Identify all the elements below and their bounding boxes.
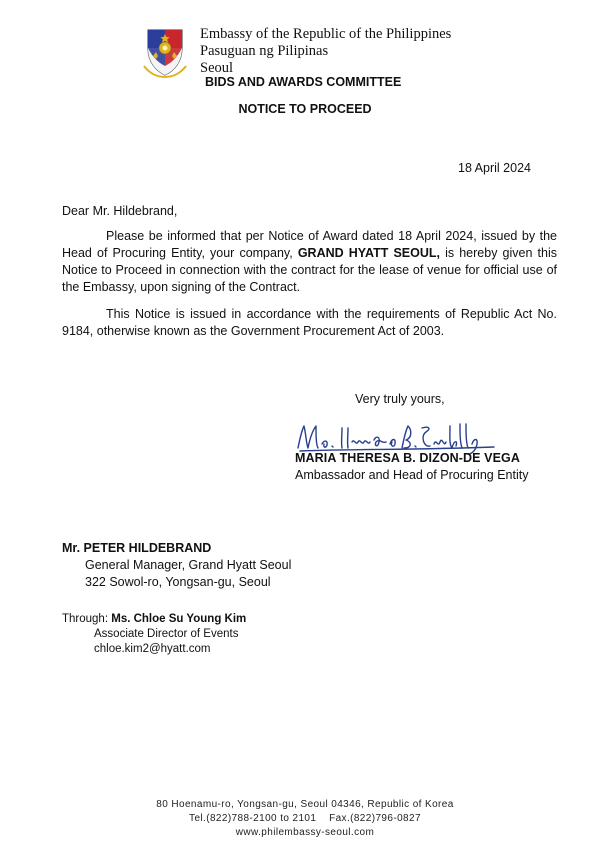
addressee-name: Mr. PETER HILDEBRAND xyxy=(62,541,212,555)
embassy-name: Embassy of the Republic of the Philippines xyxy=(200,26,452,42)
footer-phones: Tel.(822)788-2100 to 2101 Fax.(822)796-0827 xyxy=(189,813,421,824)
addressee-address: 322 Sowol-ro, Yongsan-gu, Seoul xyxy=(85,575,271,589)
embassy-name-filipino: Pasuguan ng Pilipinas xyxy=(200,43,329,59)
complimentary-closing: Very truly yours, xyxy=(355,392,445,406)
embassy-letterhead xyxy=(200,26,451,77)
paragraph-notice-text-end: is hereby given this Notice to Proceed in connection with the contract for the lease of venue for official use of the Embassy, upon signing of the Contract. xyxy=(62,246,557,294)
letter-date: 18 April 2024 xyxy=(458,161,531,175)
signatory-title: Ambassador and Head of Procuring Entity xyxy=(295,468,529,482)
philippine-seal-icon xyxy=(140,26,190,78)
through-label: Through: xyxy=(62,613,112,625)
paragraph-legal-basis xyxy=(62,306,557,340)
paragraph-notice-text-start: Please be informed that per Notice of Award dated 18 April 2024, issued by the Head of Procuring Entity, your company, xyxy=(62,229,557,260)
signatory-name: MARIA THERESA B. DIZON-DE VEGA xyxy=(295,451,520,465)
paragraph-legal-basis-text: This Notice is issued in accordance with the requirements of Republic Act No. 9184, otherwise known as the Government Procurement Act of 2003. xyxy=(62,307,557,338)
embassy-city: Seoul xyxy=(200,60,234,76)
through-name: Ms. Chloe Su Young Kim xyxy=(111,613,247,625)
document-title: NOTICE TO PROCEED xyxy=(238,102,372,116)
paragraph-notice xyxy=(62,228,557,296)
addressee-block xyxy=(62,540,291,591)
letter-footer xyxy=(0,798,610,840)
addressee-position: General Manager, Grand Hyatt Seoul xyxy=(85,558,292,572)
through-position: Associate Director of Events xyxy=(94,628,239,640)
committee-name: BIDS AND AWARDS COMMITTEE xyxy=(205,75,402,89)
company-name: GRAND HYATT SEOUL, xyxy=(297,246,440,260)
signatory-block xyxy=(295,450,528,484)
footer-address: 80 Hoenamu-ro, Yongsan-gu, Seoul 04346, Republic of Korea xyxy=(156,799,454,810)
through-block xyxy=(62,612,246,657)
salutation: Dear Mr. Hildebrand, xyxy=(62,204,178,218)
through-email: chloe.kim2@hyatt.com xyxy=(94,643,211,655)
footer-website: www.philembassy-seoul.com xyxy=(235,827,375,838)
